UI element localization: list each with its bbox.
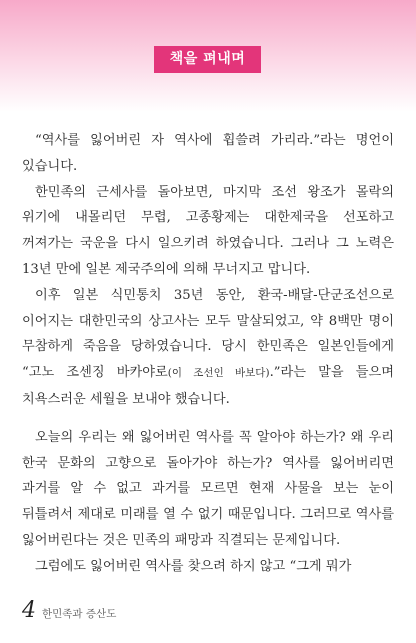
paragraph-colonial-gloss: (이 조선인 바보다)	[167, 367, 270, 380]
chapter-title-badge: 책을 펴내며	[154, 46, 261, 73]
paragraph-colonial	[22, 283, 394, 413]
paragraph-history: 한민족의 근세사를 돌아보면, 마지막 조선 왕조가 몰락의 위기에 내몰리던 무렵, 고종황제는 대한제국을 선포하고 꺼져가는 국운을 다시 일으키려 하였습니다. 그러나 그 노력은 13년 만에 일본 제국주의에 의해 무너지고 맙니다.	[22, 184, 394, 277]
paragraph-continuation: 그럼에도 잃어버린 역사를 찾으려 하지 않고 “그게 뭐가	[35, 558, 352, 574]
paragraph-quote: “역사를 잃어버린 자 역사에 휩쓸려 가리라.”라는 명언이 있습니다.	[22, 133, 394, 174]
paragraph-colonial-text-b: .”라는 말을 들으며 치욕스러운 세월을 보내야 했습니다.	[22, 365, 395, 407]
paragraph-colonial-text-a: 이후 일본 식민통치 35년 동안, 환국-배달-단군조선으로 이어지는 대한민국의 상고사는 모두 말살되었고, 약 8백만 명이 무참하게 죽음을 당하였습니다. 당시 한민족은 일본인들에게 “고노 조센징 바카야로	[22, 287, 394, 381]
page-footer	[22, 598, 116, 626]
paragraph-why-history: 오늘의 우리는 왜 잃어버린 역사를 꼭 알아야 하는가? 왜 우리 한국 문화의 고향으로 돌아가야 하는가? 역사를 잃어버리면 과거를 알 수 없고 과거를 모르면 현재 사물을 보는 눈이 뒤틀려서 제대로 미래를 열 수 없기 때문입니다. 그러므로 역사를 잃어버린다는 것은 민족의 패망과 직결되는 문제입니다.	[22, 429, 394, 548]
page-number: 4	[22, 598, 36, 623]
body-text	[22, 128, 394, 580]
running-book-title: 한민족과 증산도	[42, 608, 117, 620]
